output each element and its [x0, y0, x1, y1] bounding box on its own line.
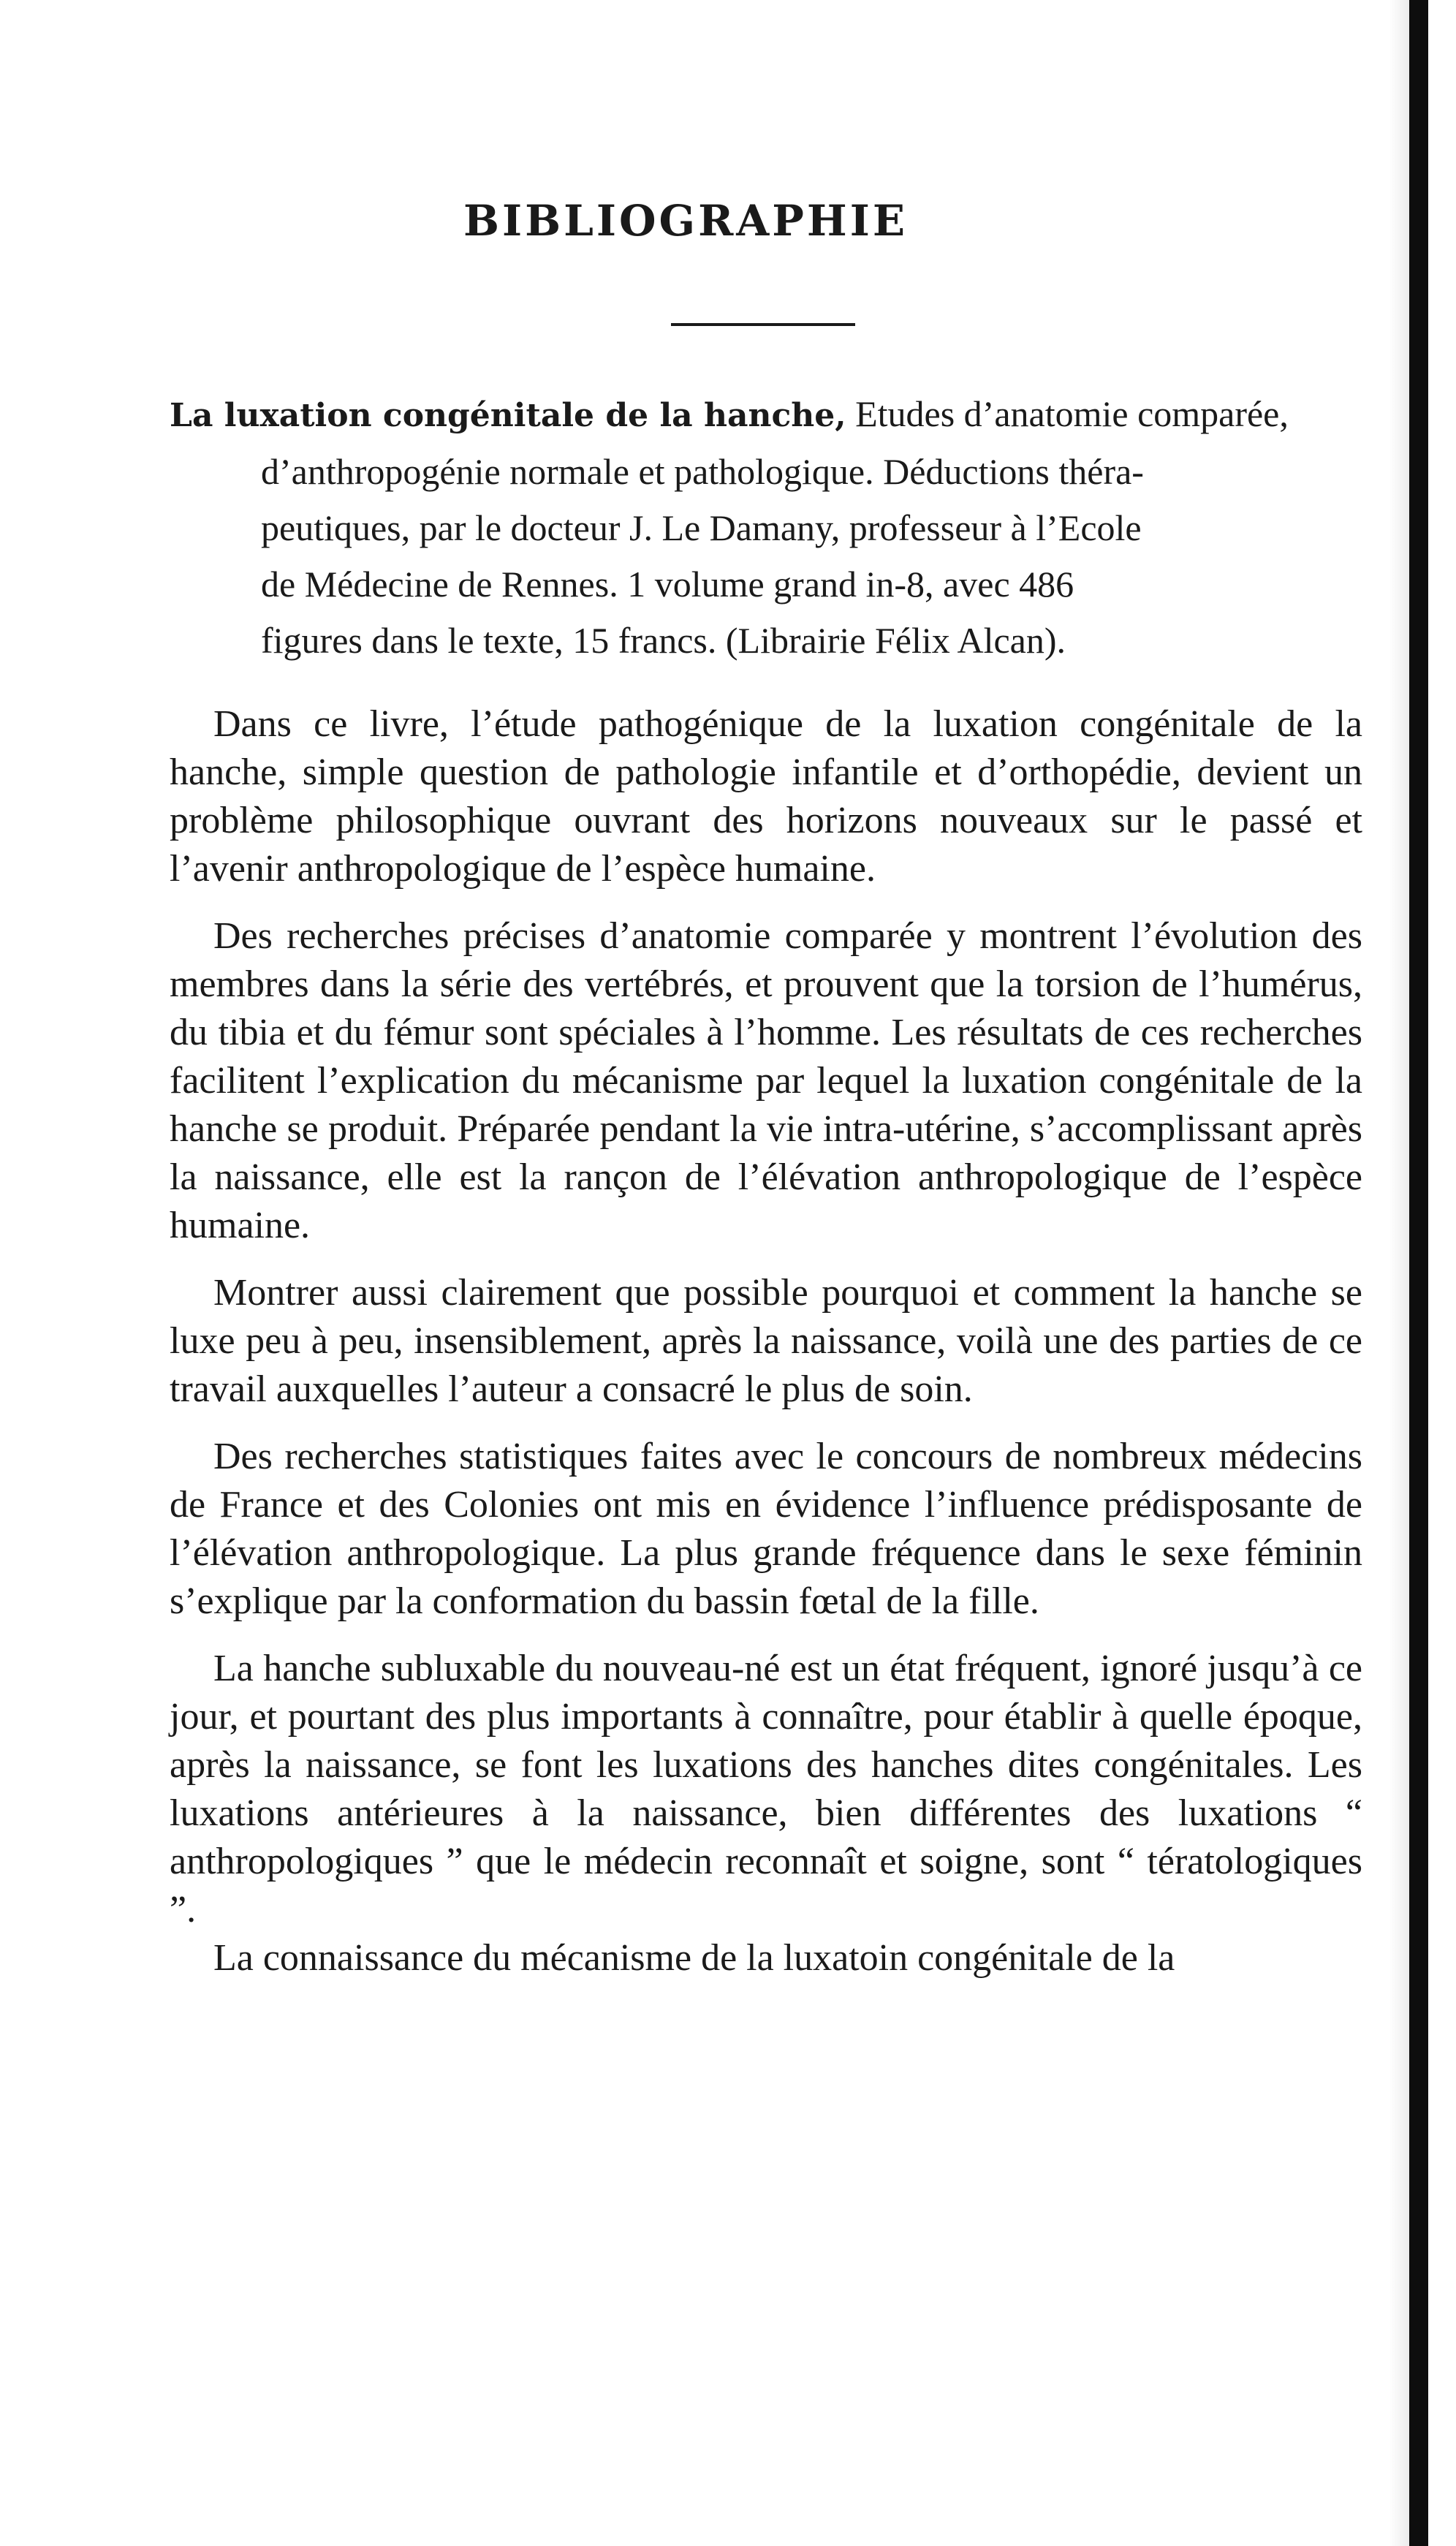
paragraph-1: Dans ce livre, l’étude pathogénique de la luxation congénitale de la hanche, simple question de pathologie infantile et d’orthopédie, devient un problème philosophique ouvrant des horizons nouveaux sur le passé et l’avenir anthropologique de l’espèce humaine. [170, 703, 1362, 890]
paragraph-4: Des recherches statistiques faites avec le concours de nombreux médecins de France et des Colonies ont mis en évidence l’influence prédisposante de l’élévation anthropologique. La plus grande fréquence dans le sexe féminin s’explique par la conformation du bassin fœtal de la fille. [170, 1436, 1362, 1622]
entry-first-line [170, 386, 1354, 444]
bibliographic-entry [170, 386, 1354, 669]
paragraph-5: La hanche subluxable du nouveau-né est un état fréquent, ignoré jusqu’à ce jour, et pourtant des plus importants à connaître, pour établir à quelle époque, après la naissance, se font les luxations des hanches dites congénitales. Les luxations antérieures à la naissance, bien différentes des luxations “ anthropologiques ” que le médecin reconnaît et soigne, sont “ tératologiques ”. [170, 1648, 1362, 1931]
entry-line-2: d’anthropogénie normale et pathologique. Déductions théra- [261, 451, 1144, 492]
entry-line-3: peutiques, par le docteur J. Le Damany, professeur à l’Ecole [261, 507, 1142, 548]
page-heading: BIBLIOGRAPHIE [463, 196, 909, 246]
scan-border [1409, 0, 1428, 2546]
review-body [170, 700, 1362, 2001]
paragraph-2: Des recherches précises d’anatomie comparée y montrent l’évolution des membres dans la série des vertébrés, et prouvent que la torsion de l’humérus, du tibia et du fémur sont spéciales à l’homme. Les résultats de ces recherches facilitent l’explication du mécanisme par lequel la luxation congénitale de la hanche se produit. Préparée pendant la vie intra-utérine, s’accomplissant après la naissance, elle est la rançon de l’élévation anthropologique de l’espèce humaine. [170, 915, 1362, 1246]
paragraph-3: Montrer aussi clairement que possible pourquoi et comment la hanche se luxe peu à peu, insensiblement, après la naissance, voilà une des parties de ce travail auxquelles l’auteur a consacré le plus de soin. [170, 1272, 1362, 1410]
scan-shadow [1389, 0, 1409, 2546]
entry-title: La luxation congénitale de la hanche, [170, 397, 846, 434]
entry-line-1: Etudes d’anatomie comparée, [855, 393, 1289, 434]
heading-rule [671, 323, 855, 326]
paragraph-6: La connaissance du mécanisme de la luxatoin congénitale de la [213, 1937, 1175, 1979]
entry-line-4: de Médecine de Rennes. 1 volume grand in-8, avec 486 [261, 564, 1074, 605]
entry-line-5: figures dans le texte, 15 francs. (Librairie Félix Alcan). [261, 620, 1066, 661]
